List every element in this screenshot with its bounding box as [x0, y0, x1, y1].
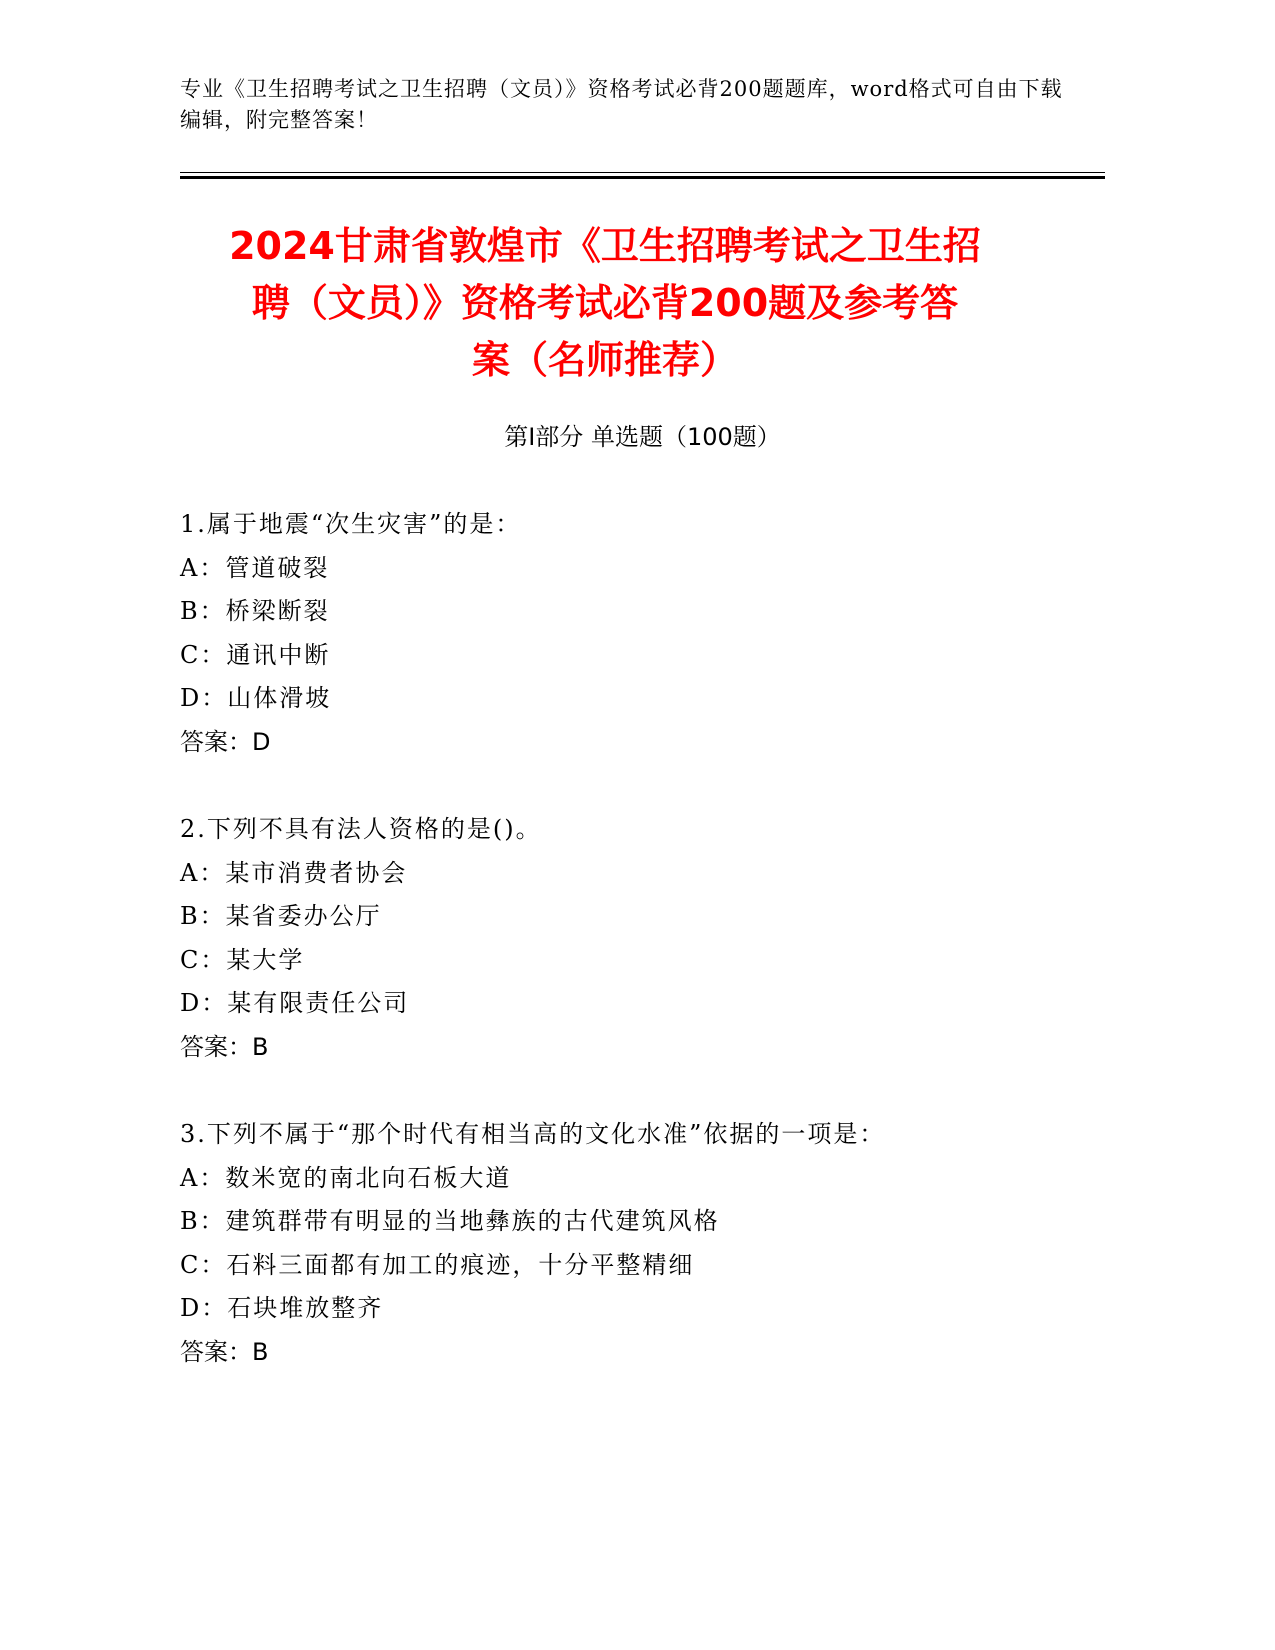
option-d: D：某有限责任公司 [180, 989, 410, 1017]
option-c: C：石料三面都有加工的痕迹，十分平整精细 [180, 1250, 695, 1279]
header-divider-thick [180, 176, 1105, 179]
option-b: B：建筑群带有明显的当地彝族的古代建筑风格 [180, 1207, 720, 1235]
question-2 [180, 808, 1105, 1069]
document-title-line-2: 聘（文员）》资格考试必背200题及参考答 [251, 281, 959, 325]
section-title: 第I部分 单选题（100题） [504, 423, 781, 451]
option-a: A：数米宽的南北向石板大道 [180, 1163, 512, 1192]
option-d: D：石块堆放整齐 [180, 1294, 384, 1322]
option-b: B：某省委办公厅 [180, 902, 382, 930]
question-stem: 1.属于地震“次生灾害”的是： [180, 510, 522, 538]
answer: 答案：B [180, 1032, 269, 1061]
answer: 答案：B [180, 1337, 269, 1366]
question-1 [180, 503, 1105, 764]
document-title-line-1: 2024甘肃省敦煌市《卫生招聘考试之卫生招 [229, 224, 981, 268]
header-note: 专业《卫生招聘考试之卫生招聘（文员）》资格考试必背200题题库，word格式可自由下载编辑，附完整答案！ [180, 77, 1063, 132]
option-a: A：管道破裂 [180, 553, 330, 582]
option-d: D：山体滑坡 [180, 684, 332, 712]
question-stem: 3.下列不属于“那个时代有相当高的文化水准”依据的一项是： [180, 1120, 886, 1148]
answer: 答案：D [180, 727, 271, 756]
option-c: C：通讯中断 [180, 640, 331, 669]
question-stem: 2.下列不具有法人资格的是()。 [180, 815, 542, 843]
option-a: A：某市消费者协会 [180, 858, 408, 887]
option-b: B：桥梁断裂 [180, 597, 330, 625]
document-title-line-3: 案（名师推荐） [471, 338, 738, 382]
header-divider-thin [180, 172, 1105, 173]
option-c: C：某大学 [180, 945, 305, 974]
document-title [170, 218, 1040, 389]
question-3 [180, 1113, 1105, 1374]
